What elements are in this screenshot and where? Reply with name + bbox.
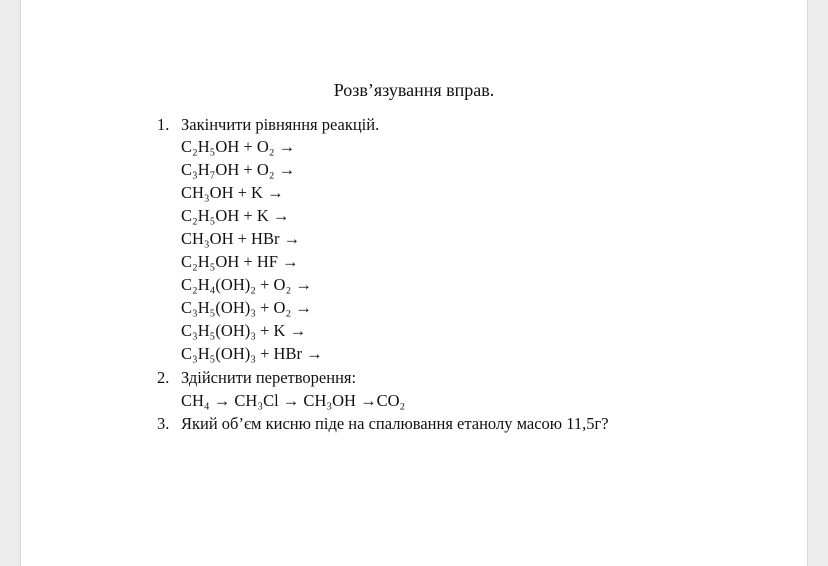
equation: CH₃OH + HBr → [181,229,301,248]
task-1-text: Закінчити рівняння реакцій. [181,115,380,134]
equation: C₃H₅(OH)₃ + K → [181,321,307,340]
task-2-text: Здійснити перетворення: [181,368,357,387]
document-title: Розв’язування вправ. [333,80,495,100]
equation: C₃H₇OH + O₂ → [181,160,296,179]
task-2-number: 2. [157,368,170,387]
task-3-text: Який об’єм кисню піде на спалювання етанолу масою 11,5г? [181,414,609,433]
task-1-number: 1. [157,115,170,134]
equation: C₂H₄(OH)₂ + O₂ → [181,275,312,294]
equation: C₂H₅OH + K → [181,206,290,225]
transformation-chain: CH₄ → CH₃Cl → CH₃OH →CO₂ [181,391,406,410]
document-page [20,0,808,566]
equation: CH₃OH + K → [181,183,284,202]
equation: C₃H₅(OH)₃ + HBr → [181,344,323,363]
equation: C₂H₅OH + HF → [181,252,299,271]
task-3-number: 3. [157,414,170,433]
equation: C₃H₅(OH)₃ + O₂ → [181,298,312,317]
equation: C₂H₅OH + O₂ → [181,137,296,156]
